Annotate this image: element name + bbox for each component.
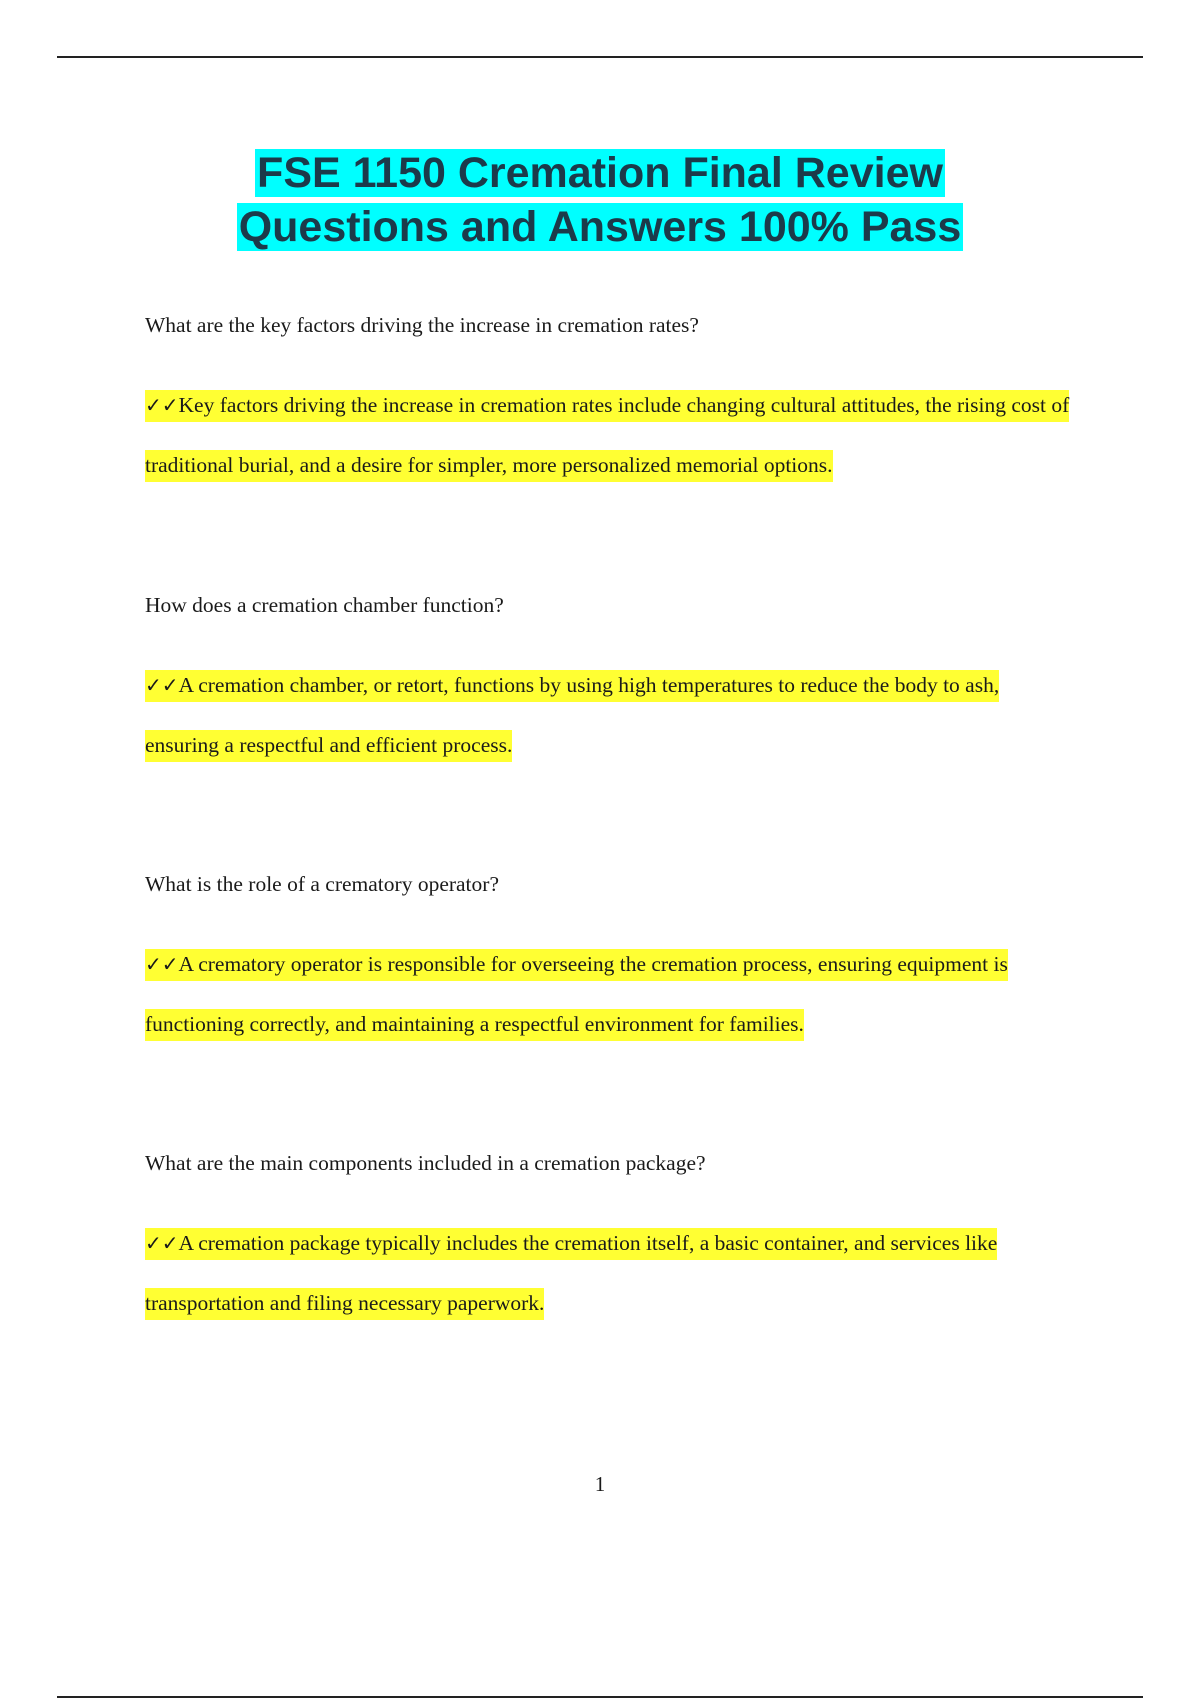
question-4: What are the main components included in a cremation package? <box>145 1151 706 1175</box>
answer-3-text: A crematory operator is responsible for overseeing the cremation process, ensuring equipment is functioning correctly, and maintaining a respectful environment for families. <box>145 949 1008 1041</box>
page-number: 1 <box>594 1472 606 1496</box>
title-line-2: Questions and Answers 100% Pass <box>238 203 962 251</box>
check-icon: ✓✓ <box>145 949 179 981</box>
answer-4 <box>145 1213 1075 1333</box>
bottom-rule <box>57 1696 1143 1698</box>
answer-1 <box>145 375 1075 495</box>
check-icon: ✓✓ <box>145 1228 179 1260</box>
qa-block-3 <box>145 870 1075 1054</box>
title-line-1: FSE 1150 Cremation Final Review <box>257 149 943 197</box>
question-2: How does a cremation chamber function? <box>145 593 504 617</box>
qa-block-4 <box>145 1149 1075 1333</box>
answer-3 <box>145 934 1075 1054</box>
check-icon: ✓✓ <box>145 670 179 702</box>
qa-block-2 <box>145 591 1075 775</box>
answer-2-text: A cremation chamber, or retort, functions by using high temperatures to reduce the body to ash, ensuring a respectful and efficient process. <box>145 670 999 762</box>
document-title <box>0 146 1200 254</box>
top-rule <box>57 56 1143 58</box>
answer-1-text: Key factors driving the increase in cremation rates include changing cultural attitudes, the rising cost of traditional burial, and a desire for simpler, more personalized memorial options. <box>145 390 1069 482</box>
check-icon: ✓✓ <box>145 390 179 422</box>
qa-block-1 <box>145 311 1075 495</box>
question-3: What is the role of a crematory operator? <box>145 872 499 896</box>
question-1: What are the key factors driving the increase in cremation rates? <box>145 313 699 337</box>
answer-2 <box>145 655 1075 775</box>
answer-4-text: A cremation package typically includes the cremation itself, a basic container, and services like transportation and filing necessary paperwork. <box>145 1228 997 1320</box>
